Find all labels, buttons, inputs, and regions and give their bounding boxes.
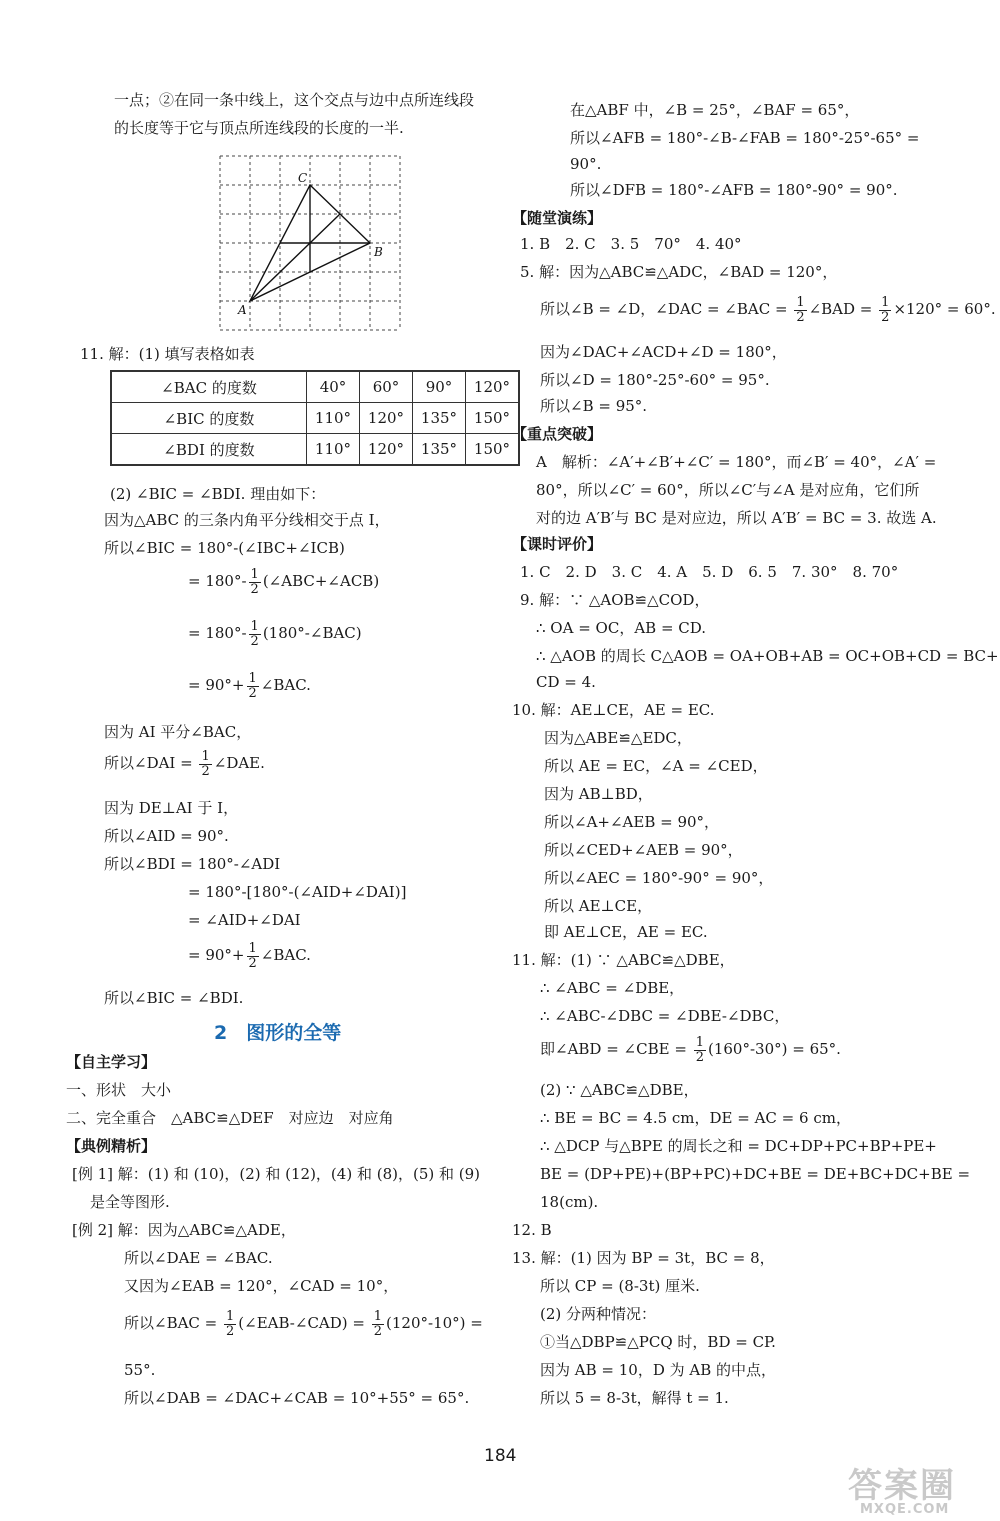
text-line: 因为△ABE≌△EDC， xyxy=(544,729,692,747)
formula-line xyxy=(188,670,311,701)
text-run: (∠EAB-∠CAD) = xyxy=(238,1314,370,1332)
watermark-logo: 答案圈 MXQE.COM xyxy=(848,1466,956,1517)
text-line: 所以∠AEC = 180°-90° = 90°， xyxy=(544,869,774,887)
text-run: ∠DAE. xyxy=(213,754,265,772)
text-line: (2) ∵ △ABC≌△DBE， xyxy=(540,1081,699,1099)
text-run: ∠BAC. xyxy=(260,676,311,694)
text-line: 因为∠DAC+∠ACD+∠D = 180°， xyxy=(540,343,787,361)
text-line: 18(cm). xyxy=(540,1193,599,1211)
formula-line xyxy=(124,1308,483,1339)
fraction-numerator: 1 xyxy=(248,670,257,686)
text-line: (2) ∠BIC = ∠BDI. 理由如下： xyxy=(110,485,326,503)
text-line: 因为 DE⊥AI 于 I， xyxy=(104,799,239,817)
fraction xyxy=(247,942,259,971)
text-line: 因为 AB⊥BD， xyxy=(544,785,653,803)
text-line: 所以∠CED+∠AEB = 90°， xyxy=(544,841,743,859)
table-cell: 110° xyxy=(307,403,360,434)
table-cell: 60° xyxy=(360,371,413,403)
text-line: 90°. xyxy=(570,155,602,173)
text-run: 即∠ABD = ∠CBE = xyxy=(540,1040,692,1058)
table-row xyxy=(111,371,519,403)
text-line: 13. 解：(1) 因为 BP = 3t，BC = 8， xyxy=(512,1249,775,1267)
formula-line xyxy=(188,618,362,649)
text-line: 所以∠BIC = 180°-(∠IBC+∠ICB) xyxy=(104,539,345,557)
text-line: 10. 解：AE⊥CE，AE = EC. xyxy=(512,701,715,719)
text-run: = 90°+ xyxy=(188,676,245,694)
text-run: = 90°+ xyxy=(188,946,245,964)
section-heading: 【课时评价】 xyxy=(512,535,603,553)
fraction-denominator: 2 xyxy=(248,685,257,701)
fraction-denominator: 2 xyxy=(226,1323,235,1339)
text-line: 所以∠BIC = ∠BDI. xyxy=(104,989,244,1007)
fraction-denominator: 2 xyxy=(250,633,259,649)
text-line: [例 1] 解：(1) 和 (10)，(2) 和 (12)，(4) 和 (8)，(5) 和 (9) xyxy=(72,1165,480,1183)
text-line: 二、完全重合 △ABC≌△DEF 对应边 对应角 xyxy=(66,1109,394,1127)
text-line: ∴ △DCP 与△BPE 的周长之和 = DC+DP+PC+BP+PE+ xyxy=(540,1137,937,1155)
fraction-denominator: 2 xyxy=(248,955,257,971)
table-cell: 120° xyxy=(360,434,413,466)
text-run: = 180°- xyxy=(188,624,247,642)
text-line: = 180°-[180°-(∠AID+∠DAI)] xyxy=(188,883,407,901)
text-line: 所以∠DFB = 180°-∠AFB = 180°-90° = 90°. xyxy=(570,181,898,199)
section-title: 2 图形的全等 xyxy=(214,1022,342,1044)
section-heading: 【自主学习】 xyxy=(66,1053,157,1071)
text-line: (2) 分两种情况： xyxy=(540,1305,657,1323)
table-cell: 150° xyxy=(466,434,520,466)
text-line: CD = 4. xyxy=(536,673,596,691)
fraction xyxy=(879,296,891,325)
text-line: 所以∠D = 180°-25°-60° = 95°. xyxy=(540,371,770,389)
text-line: 是全等图形. xyxy=(90,1193,170,1211)
label-a: A xyxy=(238,303,247,317)
text-run: 所以∠BAC = xyxy=(124,1314,223,1332)
text-run: 所以∠B = ∠D，∠DAC = ∠BAC = xyxy=(540,300,793,318)
text-line: 因为 AI 平分∠BAC， xyxy=(104,723,252,741)
text-run: 所以∠DAI = xyxy=(104,754,198,772)
formula-line xyxy=(188,940,311,971)
text-line: 所以∠B = 95°. xyxy=(540,397,648,415)
text-run: = 180°- xyxy=(188,572,247,590)
fraction-denominator: 2 xyxy=(881,309,890,325)
section-heading: 【随堂演练】 xyxy=(512,209,603,227)
text-line: 80°，所以∠C′ = 60°，所以∠C′与∠A 是对应角，它们所 xyxy=(536,481,920,499)
label-c: C xyxy=(298,171,308,185)
text-line: ∴ ∠ABC = ∠DBE， xyxy=(540,979,685,997)
fraction-denominator: 2 xyxy=(201,763,210,779)
text-line: 所以∠DAB = ∠DAC+∠CAB = 10°+55° = 65°. xyxy=(124,1389,470,1407)
table-label-cell: ∠BDI 的度数 xyxy=(111,434,307,466)
text-line: 即 AE⊥CE，AE = EC. xyxy=(544,923,708,941)
table-cell: 150° xyxy=(466,403,520,434)
fraction xyxy=(247,672,259,701)
table-cell: 40° xyxy=(307,371,360,403)
text-line: 9. 解：∵ △AOB≌△COD， xyxy=(520,591,710,609)
text-line: ∴ OA = OC，AB = CD. xyxy=(536,619,707,637)
angle-table xyxy=(110,370,520,466)
fraction xyxy=(199,750,211,779)
label-b: B xyxy=(374,245,383,259)
text-line: 对的边 A′B′与 BC 是对应边，所以 A′B′ = BC = 3. 故选 A. xyxy=(536,509,937,527)
text-run: ∠BAD = xyxy=(808,300,878,318)
text-line: 的长度等于它与顶点所连线段的长度的一半. xyxy=(114,119,404,137)
fraction-numerator: 1 xyxy=(373,1308,383,1324)
text-line: = ∠AID+∠DAI xyxy=(188,911,301,929)
text-line: 又因为∠EAB = 120°，∠CAD = 10°， xyxy=(124,1277,399,1295)
text-line: [例 2] 解：因为△ABC≌△ADE， xyxy=(72,1221,296,1239)
fraction-numerator: 1 xyxy=(248,940,257,956)
fraction xyxy=(372,1310,384,1339)
formula-line xyxy=(540,294,996,325)
fraction xyxy=(249,568,261,597)
text-line: A 解析：∠A′+∠B′+∠C′ = 180°，而∠B′ = 40°，∠A′ = xyxy=(536,453,937,471)
fraction xyxy=(694,1036,706,1065)
text-line: 所以∠AID = 90°. xyxy=(104,827,229,845)
formula-line xyxy=(188,566,379,597)
text-line: 所以∠BDI = 180°-∠ADI xyxy=(104,855,281,873)
table-cell: 135° xyxy=(413,434,466,466)
text-run: (∠ABC+∠ACB) xyxy=(262,572,380,590)
text-line: 在△ABF 中，∠B = 25°，∠BAF = 65°， xyxy=(570,101,860,119)
text-line: 所以∠AFB = 180°-∠B-∠FAB = 180°-25°-65° = xyxy=(570,129,920,147)
text-line: ∴ △AOB 的周长 C△AOB = OA+OB+AB = OC+OB+CD = BC+ xyxy=(536,647,999,665)
text-line: 所以 CP = (8-3t) 厘米. xyxy=(540,1277,700,1295)
text-line: 一点；②在同一条中线上，这个交点与边中点所连线段 xyxy=(114,91,475,109)
formula-line xyxy=(540,1034,841,1065)
table-cell: 120° xyxy=(360,403,413,434)
section-heading: 【典例精析】 xyxy=(66,1137,157,1155)
text-line: 所以 AE⊥CE， xyxy=(544,897,653,915)
text-line: 因为 AB = 10，D 为 AB 的中点， xyxy=(540,1361,777,1379)
text-run: (160°-30°) = 65°. xyxy=(707,1040,841,1058)
text-line: 1. B 2. C 3. 5 70° 4. 40° xyxy=(520,235,742,253)
text-line: 一、形状 大小 xyxy=(66,1081,172,1099)
fraction-denominator: 2 xyxy=(695,1049,704,1065)
fraction-denominator: 2 xyxy=(250,581,259,597)
table-label-cell: ∠BAC 的度数 xyxy=(111,371,307,403)
fraction-numerator: 1 xyxy=(881,294,890,310)
text-run: ×120° = 60°. xyxy=(893,300,996,318)
text-line: BE = (DP+PE)+(BP+PC)+DC+BE = DE+BC+DC+BE = xyxy=(540,1165,971,1183)
text-line: ∴ ∠ABC-∠DBC = ∠DBE-∠DBC， xyxy=(540,1007,790,1025)
grid-triangle-figure xyxy=(214,152,404,334)
fraction-numerator: 1 xyxy=(250,566,259,582)
fraction-denominator: 2 xyxy=(373,1323,383,1339)
fraction-numerator: 1 xyxy=(796,294,805,310)
table-cell: 110° xyxy=(307,434,360,466)
text-line: ①当△DBP≌△PCQ 时，BD = CP. xyxy=(540,1333,776,1351)
text-line: 所以 5 = 8-3t，解得 t = 1. xyxy=(540,1389,729,1407)
text-run: ∠BAC. xyxy=(260,946,311,964)
fraction-denominator: 2 xyxy=(796,309,805,325)
text-line: 11. 解：(1) ∵ △ABC≌△DBE， xyxy=(512,951,735,969)
text-line: 55°. xyxy=(124,1361,156,1379)
fraction-numerator: 1 xyxy=(695,1034,704,1050)
fraction-numerator: 1 xyxy=(201,748,210,764)
formula-line xyxy=(104,748,265,779)
text-line: 所以∠A+∠AEB = 90°， xyxy=(544,813,720,831)
fraction xyxy=(224,1310,236,1339)
text-line: 11. 解：(1) 填写表格如表 xyxy=(80,345,255,363)
text-line: 5. 解：因为△ABC≌△ADC，∠BAD = 120°， xyxy=(520,263,838,281)
fraction-numerator: 1 xyxy=(250,618,259,634)
text-line: 所以 AE = EC，∠A = ∠CED， xyxy=(544,757,768,775)
fraction xyxy=(249,620,261,649)
table-cell: 120° xyxy=(466,371,520,403)
table-cell: 90° xyxy=(413,371,466,403)
text-run: (180°-∠BAC) xyxy=(262,624,362,642)
text-line: ∴ BE = BC = 4.5 cm，DE = AC = 6 cm， xyxy=(540,1109,851,1127)
text-line: 12. B xyxy=(512,1221,552,1239)
text-line: 1. C 2. D 3. C 4. A 5. D 6. 5 7. 30° 8. 70° xyxy=(520,563,899,581)
table-row xyxy=(111,434,519,466)
fraction xyxy=(794,296,806,325)
section-heading: 【重点突破】 xyxy=(512,425,603,443)
page-number: 184 xyxy=(484,1446,517,1466)
table-label-cell: ∠BIC 的度数 xyxy=(111,403,307,434)
text-line: 所以∠DAE = ∠BAC. xyxy=(124,1249,273,1267)
text-line: 因为△ABC 的三条内角平分线相交于点 I， xyxy=(104,511,390,529)
fraction-numerator: 1 xyxy=(226,1308,235,1324)
table-row xyxy=(111,403,519,434)
table-cell: 135° xyxy=(413,403,466,434)
text-run: (120°-10°) = xyxy=(386,1314,483,1332)
